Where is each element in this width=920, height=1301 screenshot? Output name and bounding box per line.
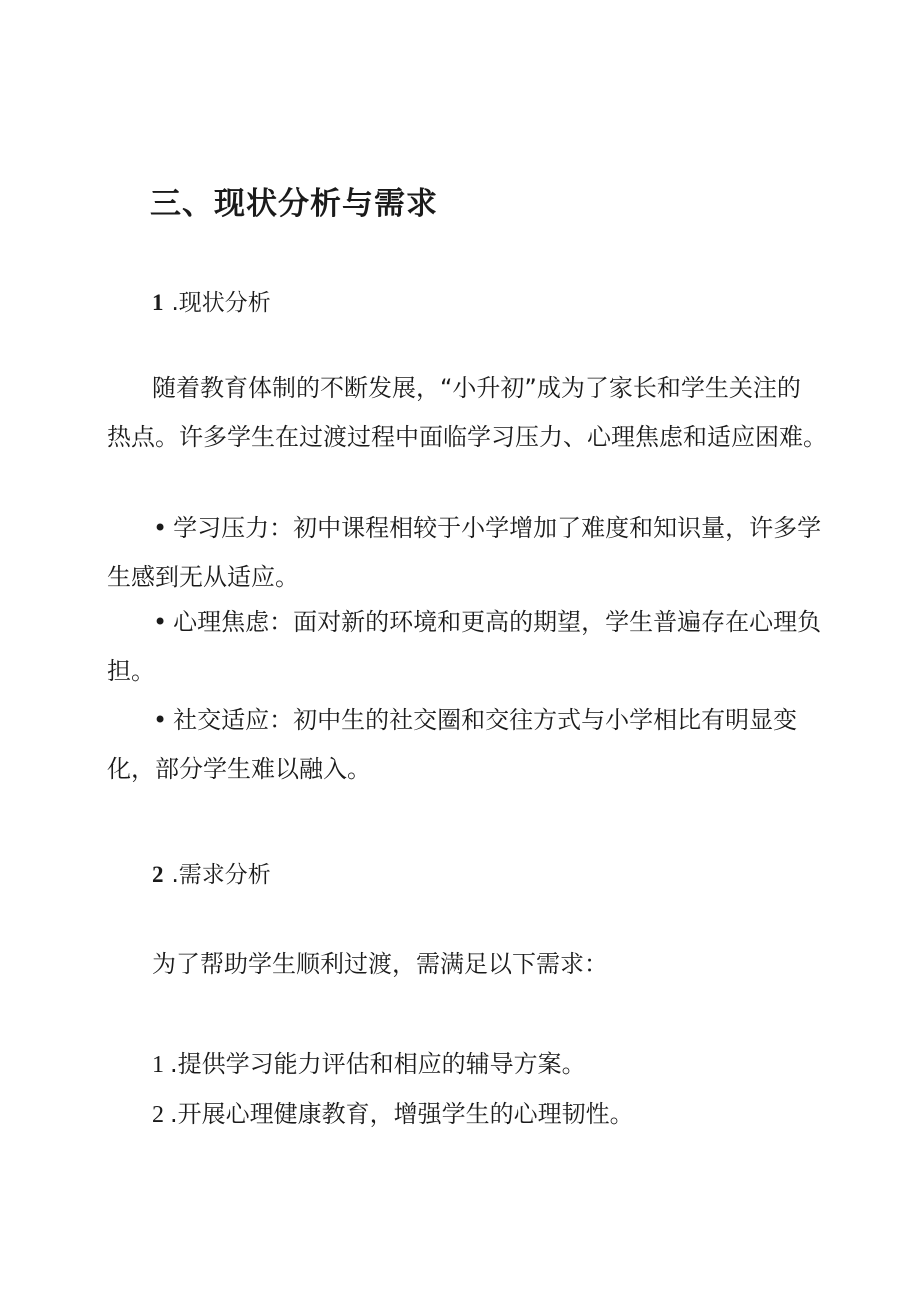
subsection-number: 2 [152, 862, 164, 887]
needs-item-2 [152, 1094, 634, 1129]
bullet-text: 生感到无从适应。 [107, 563, 299, 591]
subsection-title: .需求分析 [171, 862, 271, 888]
bullet-text: 社交适应：初中生的社交圈和交往方式与小学相比有明显变 [173, 706, 798, 734]
bullet-item-social [107, 696, 807, 794]
bullet-item-anxiety [107, 598, 822, 696]
paragraph-line: 随着教育体制的不断发展，“小升初”成为了家长和学生关注的 [152, 374, 801, 402]
section-heading: 三、现状分析与需求 [150, 186, 438, 222]
paragraph-line: 为了帮助学生顺利过渡，需满足以下需求： [152, 950, 608, 978]
bullet-text: 心理焦虑：面对新的环境和更高的期望，学生普遍存在心理负 [173, 608, 822, 636]
item-number: 1 [152, 1052, 164, 1078]
bullet-dot-icon: • [153, 514, 168, 542]
item-text: .提供学习能力评估和相应的辅导方案。 [170, 1050, 586, 1078]
needs-item-1 [152, 1044, 586, 1079]
subsection-title: .现状分析 [171, 290, 271, 316]
item-text: .开展心理健康教育，增强学生的心理韧性。 [170, 1100, 634, 1128]
subsection-heading-status [152, 284, 271, 317]
bullet-text: 担。 [107, 657, 155, 685]
status-intro-paragraph [107, 364, 827, 462]
item-number: 2 [152, 1102, 164, 1128]
subsection-heading-needs [152, 856, 271, 889]
bullet-dot-icon: • [153, 706, 168, 734]
bullet-text: 化，部分学生难以融入。 [107, 755, 371, 783]
bullet-dot-icon: • [153, 608, 168, 636]
bullet-text: 学习压力：初中课程相较于小学增加了难度和知识量，许多学 [173, 514, 822, 542]
bullet-item-study-pressure [107, 504, 822, 602]
paragraph-line: 热点。许多学生在过渡过程中面临学习压力、心理焦虑和适应困难。 [107, 423, 827, 451]
subsection-number: 1 [152, 290, 164, 315]
needs-intro-paragraph [107, 940, 807, 989]
